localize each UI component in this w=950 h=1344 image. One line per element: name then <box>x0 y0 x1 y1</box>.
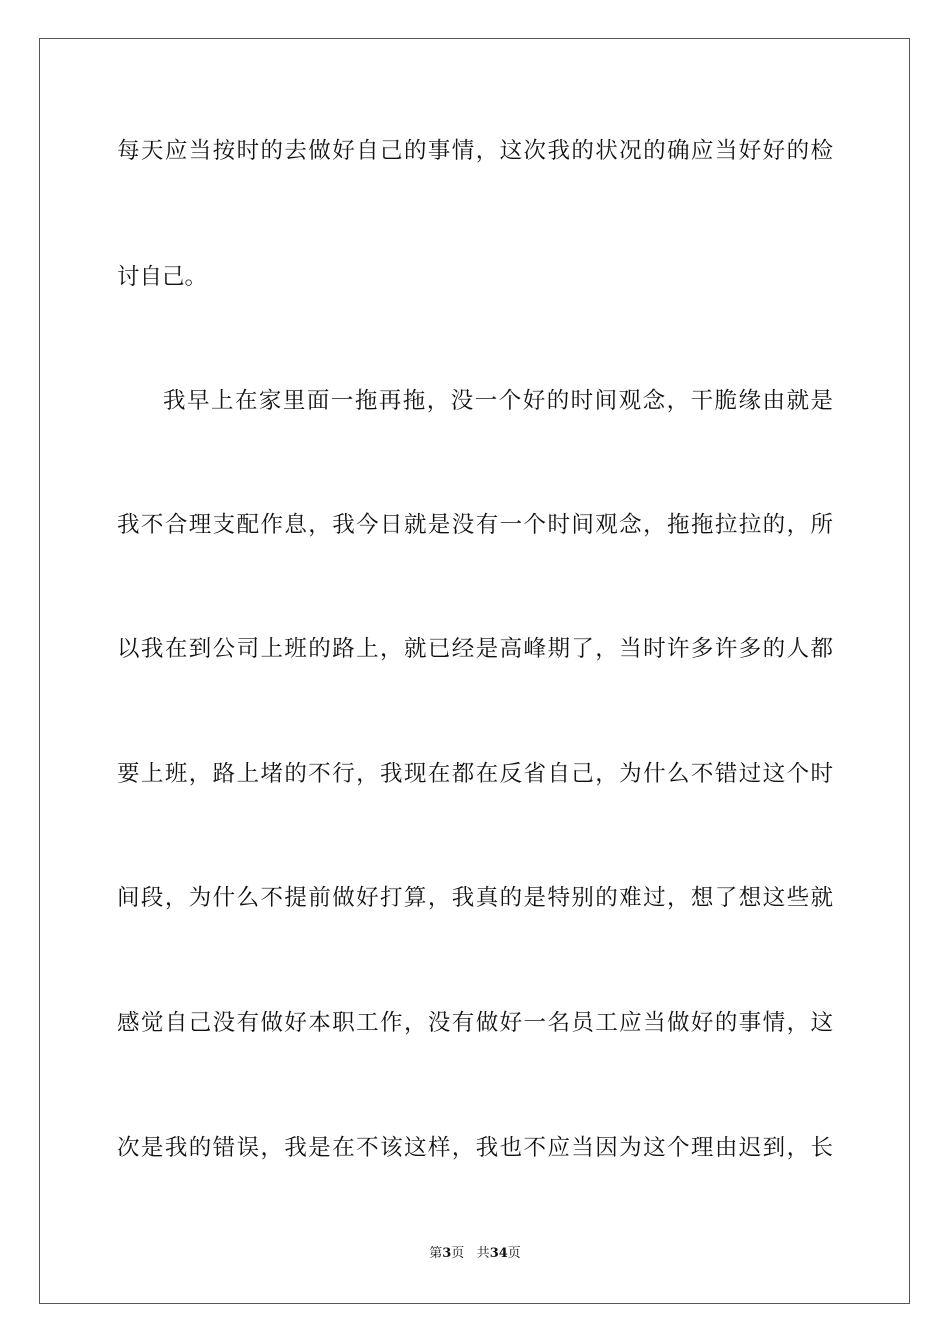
footer-page-prefix: 第 <box>429 1246 443 1261</box>
text-line-7: 间段，为什么不提前做好打算，我真的是特别的难过，想了想这些就 <box>117 885 833 911</box>
text-line-6: 要上班，路上堵的不行，我现在都在反省自己，为什么不错过这个时 <box>117 761 833 787</box>
text-line-3: 我早上在家里面一拖再拖，没一个好的时间观念，干脆缘由就是 <box>163 388 833 414</box>
page-footer <box>0 1246 950 1262</box>
page-border <box>39 38 910 1304</box>
text-line-9: 次是我的错误，我是在不该这样，我也不应当因为这个理由迟到，长 <box>117 1135 833 1161</box>
footer-page-suffix: 页 <box>451 1246 465 1261</box>
footer-total-pages: 34 <box>489 1246 508 1261</box>
text-line-4: 我不合理支配作息，我今日就是没有一个时间观念，拖拖拉拉的，所 <box>117 512 833 538</box>
footer-page-number: 3 <box>442 1246 452 1261</box>
text-line-2: 讨自己。 <box>117 264 208 290</box>
footer-total-prefix: 共 <box>476 1246 490 1261</box>
text-line-1: 每天应当按时的去做好自己的事情，这次我的状况的确应当好好的检 <box>117 138 833 164</box>
text-line-5: 以我在到公司上班的路上，就已经是高峰期了，当时许多许多的人都 <box>117 636 833 662</box>
footer-total-suffix: 页 <box>507 1246 521 1261</box>
text-line-8: 感觉自己没有做好本职工作，没有做好一名员工应当做好的事情，这 <box>117 1010 833 1036</box>
